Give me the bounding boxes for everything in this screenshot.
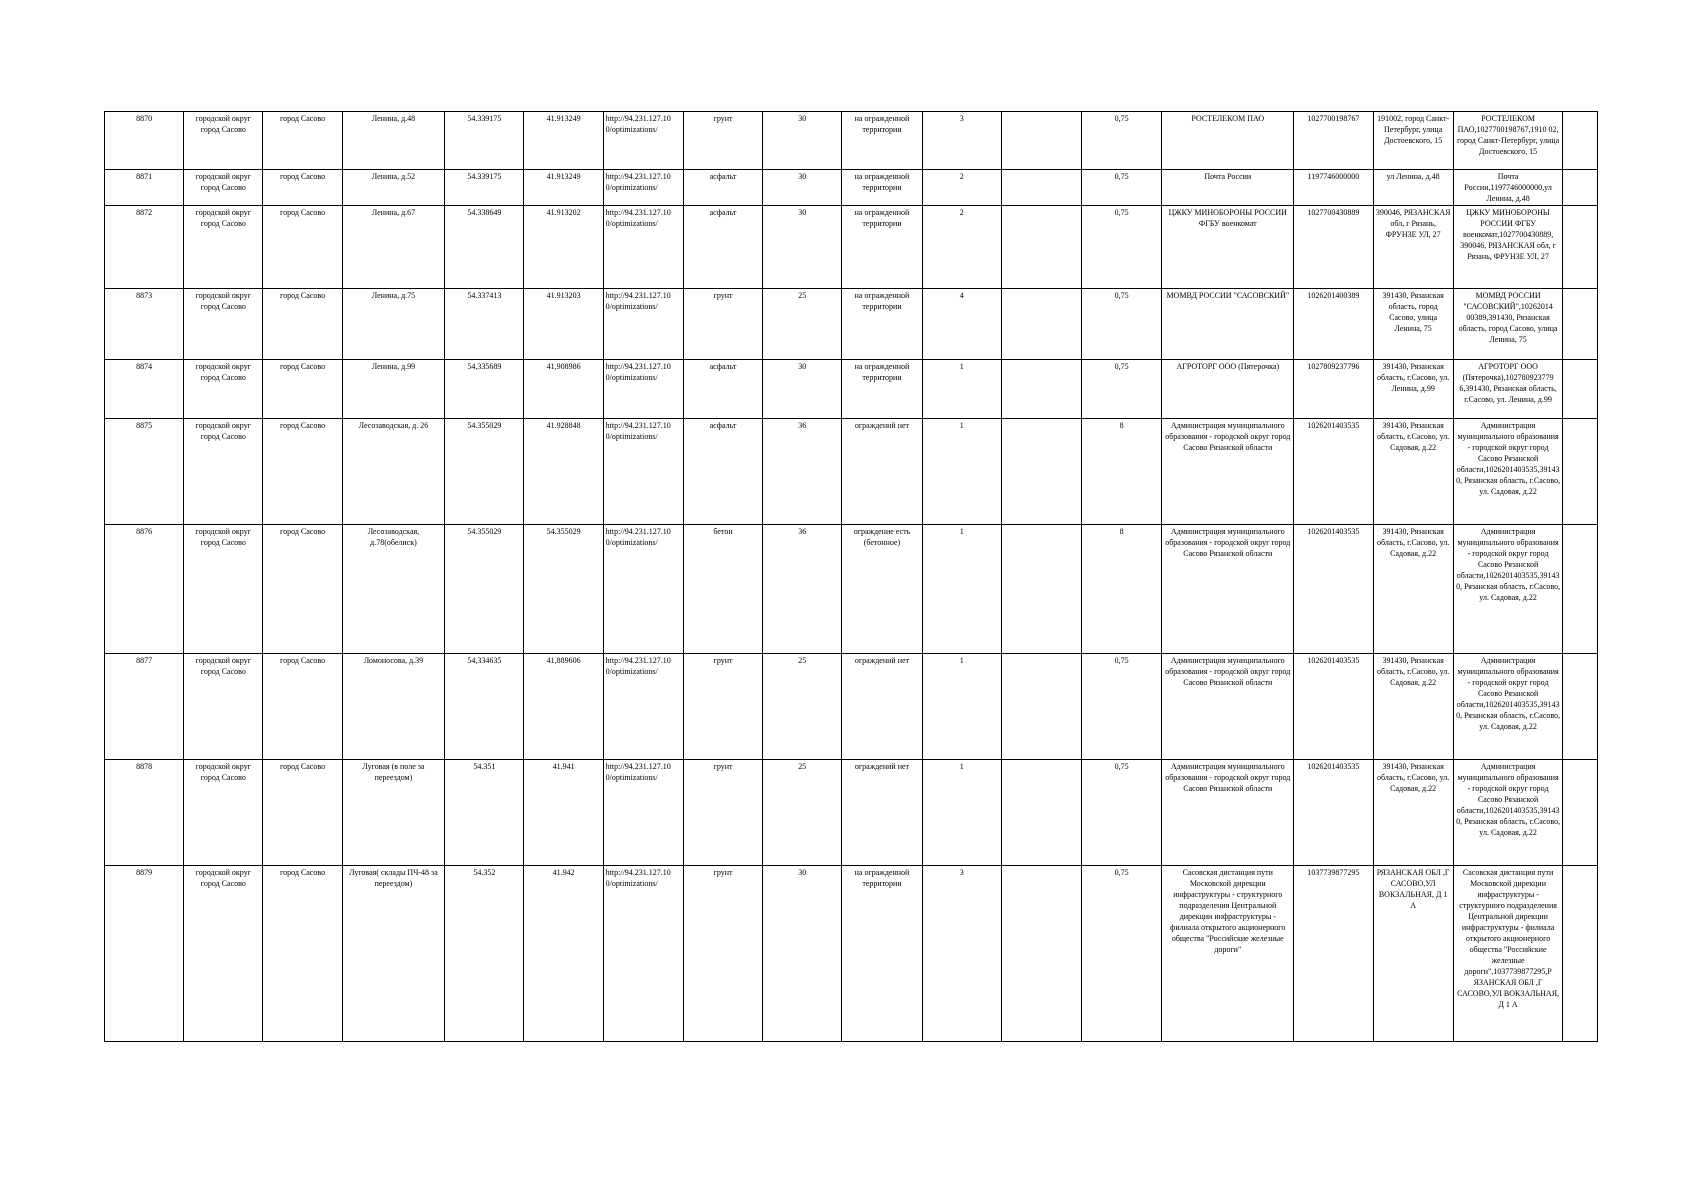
container-volume-cell: 0,75 [1082, 760, 1162, 866]
area-cell: 30 [763, 206, 842, 289]
owner-name-cell: Сасовская дистанция пути Московской дирекции инфраструктуры - структурного подразделения Центральной дирекции инфраструктуры - филиала открытого акционерного общества "Российские железные дороги" [1162, 866, 1294, 1042]
longitude-cell: 41.913203 [524, 289, 603, 360]
waste-sources-cell: Сасовская дистанция пути Московской дирекции инфраструктуры - структурного подразделения Центральной дирекции инфраструктуры - филиала открытого акционерного общества "Российские железные дороги",1037739877295,Р ЯЗАНСКАЯ ОБЛ ,Г САСОВО,УЛ ВОКЗАЛЬНАЯ, Д 1 А [1453, 866, 1563, 1042]
owner-address-cell: 390046, РЯЗАНСКАЯ обл, г Рязань, ФРУНЗЕ УЛ, 27 [1373, 206, 1453, 289]
table-row [105, 360, 1598, 419]
container-volume-cell: 8 [1082, 525, 1162, 654]
latitude-cell: 54.351 [445, 760, 524, 866]
owner-address-cell: 391430, Рязанская область, г.Сасово, ул. Садовая, д.22 [1373, 525, 1453, 654]
container-volume-cell: 0,75 [1082, 112, 1162, 170]
fence-cell: ограждений нет [842, 760, 922, 866]
map-link-cell: http://94.231.127.10 0/optimizations/ [603, 170, 683, 206]
city-cell: город Сасово [263, 525, 342, 654]
extra-cell [1001, 866, 1081, 1042]
ogrn-cell: 1027700198767 [1294, 112, 1373, 170]
empty-cell [1563, 760, 1598, 866]
owner-name-cell: РОСТЕЛЕКОМ ПАО [1162, 112, 1294, 170]
empty-cell [1563, 654, 1598, 760]
district-cell: городской округ город Сасово [184, 654, 263, 760]
fence-cell: ограждений нет [842, 419, 922, 525]
table-row [105, 654, 1598, 760]
owner-name-cell: Почта России [1162, 170, 1294, 206]
city-cell: город Сасово [263, 112, 342, 170]
ogrn-cell: 1026201403535 [1294, 419, 1373, 525]
waste-sources-cell: Администрация муниципального образования - городской округ город Сасово Рязанской области,1026201403535,391430, Рязанская область, г.Сасово, ул. Садовая, д.22 [1453, 419, 1563, 525]
surface-type-cell: асфальт [683, 419, 762, 525]
map-link-cell: http://94.231.127.10 0/optimizations/ [603, 419, 683, 525]
latitude-cell: 54.339175 [445, 170, 524, 206]
surface-type-cell: асфальт [683, 170, 762, 206]
longitude-cell: 41.913249 [524, 170, 603, 206]
address-cell: Ломоносова, д.39 [342, 654, 445, 760]
registry-body [105, 112, 1598, 1042]
district-cell: городской округ город Сасово [184, 360, 263, 419]
district-cell: городской округ город Сасово [184, 866, 263, 1042]
container-count-cell: 1 [922, 360, 1001, 419]
district-cell: городской округ город Сасово [184, 170, 263, 206]
extra-cell [1001, 654, 1081, 760]
owner-address-cell: 391430, Рязанская область, г.Сасово, ул. Ленина, д.99 [1373, 360, 1453, 419]
area-cell: 30 [763, 866, 842, 1042]
map-link-cell: http://94.231.127.10 0/optimizations/ [603, 654, 683, 760]
map-link-cell: http://94.231.127.10 0/optimizations/ [603, 289, 683, 360]
latitude-cell: 54.338649 [445, 206, 524, 289]
surface-type-cell: грунт [683, 289, 762, 360]
owner-name-cell: ЦЖКУ МИНОБОРОНЫ РОССИИ ФГБУ военкомат [1162, 206, 1294, 289]
ogrn-cell: 1027809237796 [1294, 360, 1373, 419]
address-cell: Ленина, д.52 [342, 170, 445, 206]
table-row [105, 112, 1598, 170]
owner-name-cell: Администрация муниципального образования - городской округ город Сасово Рязанской области [1162, 525, 1294, 654]
empty-cell [1563, 170, 1598, 206]
area-cell: 25 [763, 654, 842, 760]
table-row [105, 419, 1598, 525]
row-number-cell: 8873 [105, 289, 184, 360]
ogrn-cell: 1037739877295 [1294, 866, 1373, 1042]
longitude-cell: 41,889606 [524, 654, 603, 760]
area-cell: 30 [763, 360, 842, 419]
table-row [105, 206, 1598, 289]
ogrn-cell: 1026201400389 [1294, 289, 1373, 360]
ogrn-cell: 1026201403535 [1294, 760, 1373, 866]
row-number-cell: 8877 [105, 654, 184, 760]
container-volume-cell: 0,75 [1082, 360, 1162, 419]
waste-sources-cell: Администрация муниципального образования - городской округ город Сасово Рязанской области,1026201403535,391430, Рязанская область, г.Сасово, ул. Садовая, д.22 [1453, 654, 1563, 760]
ogrn-cell: 1026201403535 [1294, 654, 1373, 760]
city-cell: город Сасово [263, 206, 342, 289]
fence-cell: на огражденной территории [842, 289, 922, 360]
row-number-cell: 8872 [105, 206, 184, 289]
surface-type-cell: грунт [683, 760, 762, 866]
row-number-cell: 8879 [105, 866, 184, 1042]
owner-name-cell: Администрация муниципального образования - городской округ город Сасово Рязанской области [1162, 760, 1294, 866]
fence-cell: на огражденной территории [842, 866, 922, 1042]
container-count-cell: 2 [922, 206, 1001, 289]
surface-type-cell: грунт [683, 112, 762, 170]
address-cell: Ленина, д.99 [342, 360, 445, 419]
surface-type-cell: асфальт [683, 206, 762, 289]
owner-name-cell: АГРОТОРГ ООО (Пятерочка) [1162, 360, 1294, 419]
address-cell: Ленина, д.75 [342, 289, 445, 360]
waste-sources-cell: Администрация муниципального образования - городской округ город Сасово Рязанской области,1026201403535,391430, Рязанская область, г.Сасово, ул. Садовая, д.22 [1453, 760, 1563, 866]
extra-cell [1001, 760, 1081, 866]
row-number-cell: 8874 [105, 360, 184, 419]
extra-cell [1001, 112, 1081, 170]
table-row [105, 289, 1598, 360]
extra-cell [1001, 525, 1081, 654]
empty-cell [1563, 419, 1598, 525]
owner-address-cell: ул Ленина, д.48 [1373, 170, 1453, 206]
map-link-cell: http://94.231.127.10 0/optimizations/ [603, 525, 683, 654]
waste-sources-cell: Почта России,1197746000000,ул Ленина, д.48 [1453, 170, 1563, 206]
latitude-cell: 54.355029 [445, 419, 524, 525]
ogrn-cell: 1027700430889 [1294, 206, 1373, 289]
fence-cell: на огражденной территории [842, 112, 922, 170]
latitude-cell: 54.355029 [445, 525, 524, 654]
fence-cell: на огражденной территории [842, 170, 922, 206]
row-number-cell: 8871 [105, 170, 184, 206]
area-cell: 25 [763, 289, 842, 360]
surface-type-cell: бетон [683, 525, 762, 654]
map-link-cell: http://94.231.127.10 0/optimizations/ [603, 360, 683, 419]
fence-cell: на огражденной территории [842, 206, 922, 289]
map-link-cell: http://94.231.127.10 0/optimizations/ [603, 760, 683, 866]
district-cell: городской округ город Сасово [184, 206, 263, 289]
container-volume-cell: 0,75 [1082, 289, 1162, 360]
district-cell: городской округ город Сасово [184, 289, 263, 360]
owner-address-cell: РЯЗАНСКАЯ ОБЛ ,Г САСОВО,УЛ ВОКЗАЛЬНАЯ, Д 1 А [1373, 866, 1453, 1042]
row-number-cell: 8870 [105, 112, 184, 170]
address-cell: Лесозаводская, д. 26 [342, 419, 445, 525]
container-count-cell: 1 [922, 760, 1001, 866]
extra-cell [1001, 289, 1081, 360]
owner-name-cell: Администрация муниципального образования - городской округ город Сасово Рязанской области [1162, 419, 1294, 525]
district-cell: городской округ город Сасово [184, 760, 263, 866]
address-cell: Ленина, д.67 [342, 206, 445, 289]
owner-address-cell: 391430, Рязанская область, город Сасово, улица Ленина, 75 [1373, 289, 1453, 360]
address-cell: Луговая( склады ПЧ-48 за переездом) [342, 866, 445, 1042]
owner-address-cell: 391430, Рязанская область, г.Сасово, ул. Садовая, д.22 [1373, 419, 1453, 525]
latitude-cell: 54,334635 [445, 654, 524, 760]
area-cell: 36 [763, 419, 842, 525]
table-row [105, 525, 1598, 654]
city-cell: город Сасово [263, 760, 342, 866]
map-link-cell: http://94.231.127.10 0/optimizations/ [603, 866, 683, 1042]
city-cell: город Сасово [263, 289, 342, 360]
surface-type-cell: грунт [683, 654, 762, 760]
waste-sources-cell: МОМВД РОССИИ "САСОВСКИЙ",10262014 00389,391430, Рязанская область, город Сасово, улица Ленина, 75 [1453, 289, 1563, 360]
address-cell: Луговая (в поле за переездом) [342, 760, 445, 866]
area-cell: 25 [763, 760, 842, 866]
empty-cell [1563, 866, 1598, 1042]
extra-cell [1001, 170, 1081, 206]
table-row [105, 760, 1598, 866]
container-count-cell: 4 [922, 289, 1001, 360]
container-volume-cell: 0,75 [1082, 866, 1162, 1042]
latitude-cell: 54.352 [445, 866, 524, 1042]
owner-address-cell: 391430, Рязанская область, г.Сасово, ул. Садовая, д.22 [1373, 760, 1453, 866]
waste-sources-cell: АГРОТОРГ ООО (Пятерочка),102780923779 6,391430, Рязанская область, г.Сасово, ул. Ленина, д.99 [1453, 360, 1563, 419]
empty-cell [1563, 289, 1598, 360]
city-cell: город Сасово [263, 360, 342, 419]
ogrn-cell: 1197746000000 [1294, 170, 1373, 206]
fence-cell: ограждений нет [842, 654, 922, 760]
container-volume-cell: 8 [1082, 419, 1162, 525]
owner-name-cell: Администрация муниципального образования - городской округ город Сасово Рязанской области [1162, 654, 1294, 760]
city-cell: город Сасово [263, 866, 342, 1042]
district-cell: городской округ город Сасово [184, 525, 263, 654]
longitude-cell: 54.355029 [524, 525, 603, 654]
fence-cell: на огражденной территории [842, 360, 922, 419]
container-count-cell: 3 [922, 112, 1001, 170]
latitude-cell: 54,335689 [445, 360, 524, 419]
surface-type-cell: грунт [683, 866, 762, 1042]
waste-sources-cell: ЦЖКУ МИНОБОРОНЫ РОССИИ ФГБУ военкомат,1027700430889, 390046, РЯЗАНСКАЯ обл, г Рязань, ФРУНЗЕ УЛ, 27 [1453, 206, 1563, 289]
container-count-cell: 1 [922, 654, 1001, 760]
row-number-cell: 8878 [105, 760, 184, 866]
waste-sources-cell: РОСТЕЛЕКОМ ПАО,1027700198767,1910 02, город Санкт-Петербург, улица Достоевского, 15 [1453, 112, 1563, 170]
empty-cell [1563, 206, 1598, 289]
empty-cell [1563, 525, 1598, 654]
container-count-cell: 3 [922, 866, 1001, 1042]
waste-sources-cell: Администрация муниципального образования - городской округ город Сасово Рязанской области,1026201403535,391430, Рязанская область, г.Сасово, ул. Садовая, д.22 [1453, 525, 1563, 654]
latitude-cell: 54.339175 [445, 112, 524, 170]
district-cell: городской округ город Сасово [184, 112, 263, 170]
fence-cell: ограждение есть (бетонное) [842, 525, 922, 654]
address-cell: Ленина, д.48 [342, 112, 445, 170]
row-number-cell: 8875 [105, 419, 184, 525]
table-row [105, 170, 1598, 206]
longitude-cell: 41,908986 [524, 360, 603, 419]
map-link-cell: http://94.231.127.10 0/optimizations/ [603, 112, 683, 170]
container-volume-cell: 0,75 [1082, 170, 1162, 206]
latitude-cell: 54.337413 [445, 289, 524, 360]
extra-cell [1001, 360, 1081, 419]
extra-cell [1001, 206, 1081, 289]
container-volume-cell: 0,75 [1082, 206, 1162, 289]
owner-address-cell: 391430, Рязанская область, г.Сасово, ул. Садовая, д.22 [1373, 654, 1453, 760]
area-cell: 36 [763, 525, 842, 654]
longitude-cell: 41.941 [524, 760, 603, 866]
address-cell: Лесозаводская, д.78(обелиск) [342, 525, 445, 654]
owner-address-cell: 191002, город Санкт-Петербург, улица Достоевского, 15 [1373, 112, 1453, 170]
container-count-cell: 2 [922, 170, 1001, 206]
area-cell: 30 [763, 112, 842, 170]
extra-cell [1001, 419, 1081, 525]
map-link-cell: http://94.231.127.10 0/optimizations/ [603, 206, 683, 289]
container-volume-cell: 0,75 [1082, 654, 1162, 760]
area-cell: 30 [763, 170, 842, 206]
city-cell: город Сасово [263, 170, 342, 206]
longitude-cell: 41.913202 [524, 206, 603, 289]
empty-cell [1563, 360, 1598, 419]
longitude-cell: 41.913249 [524, 112, 603, 170]
table-row [105, 866, 1598, 1042]
row-number-cell: 8876 [105, 525, 184, 654]
longitude-cell: 41.942 [524, 866, 603, 1042]
registry-table [104, 111, 1598, 1042]
ogrn-cell: 1026201403535 [1294, 525, 1373, 654]
city-cell: город Сасово [263, 419, 342, 525]
city-cell: город Сасово [263, 654, 342, 760]
district-cell: городской округ город Сасово [184, 419, 263, 525]
longitude-cell: 41.928848 [524, 419, 603, 525]
container-count-cell: 1 [922, 525, 1001, 654]
surface-type-cell: асфальт [683, 360, 762, 419]
owner-name-cell: МОМВД РОССИИ "САСОВСКИЙ" [1162, 289, 1294, 360]
empty-cell [1563, 112, 1598, 170]
container-count-cell: 1 [922, 419, 1001, 525]
